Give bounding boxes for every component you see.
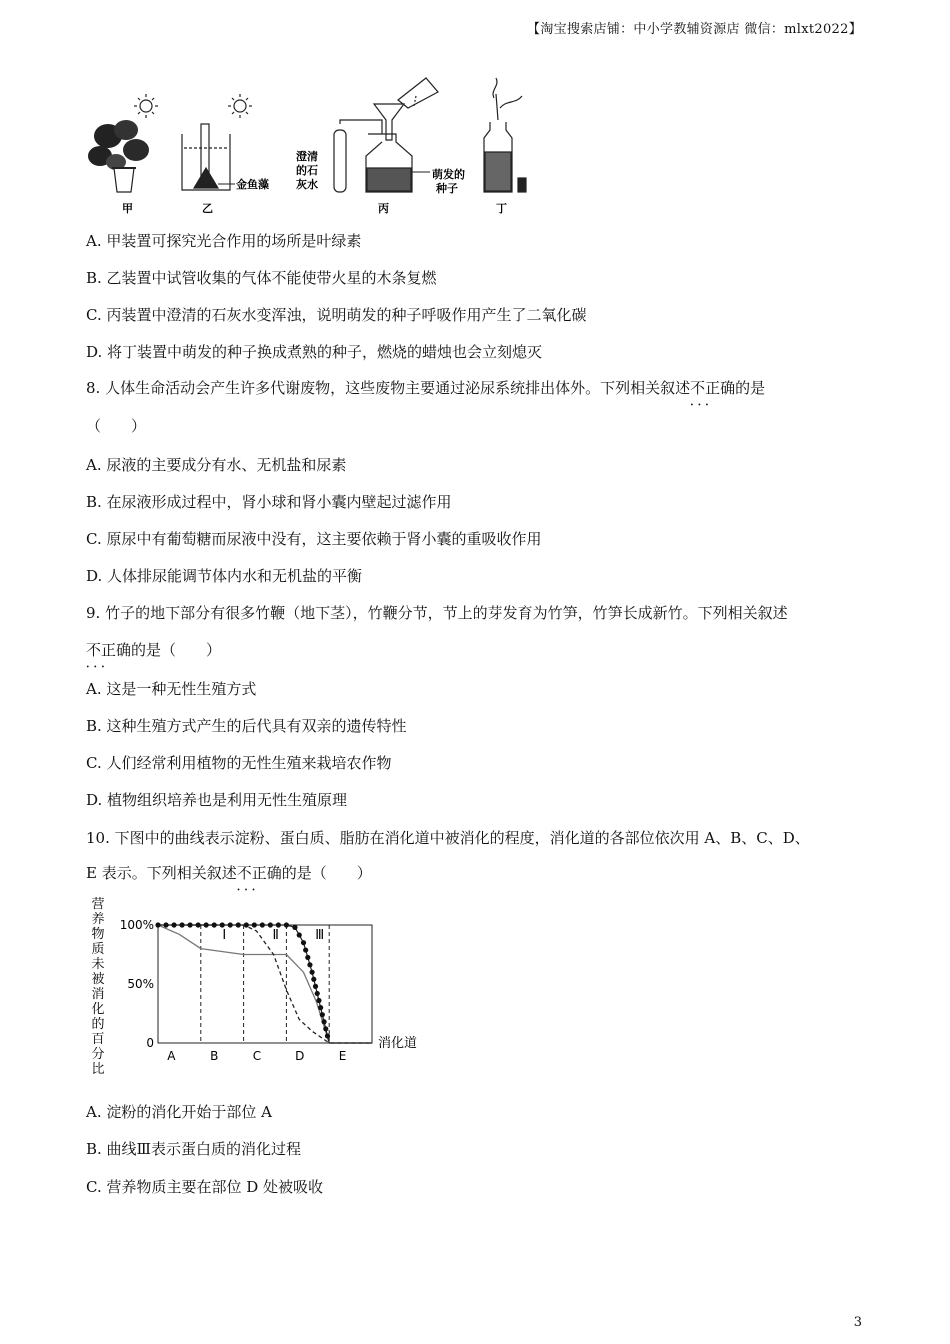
x-category-label: C [252,1049,262,1063]
q9-stem-line2 [86,640,876,660]
series-3-point [284,922,289,927]
q8-option-b: B. 在尿液形成过程中，肾小球和肾小囊内壁起过滤作用 [86,493,452,511]
x-category-label: E [338,1049,347,1063]
series-3-point [325,1033,330,1038]
q10-option-b: B. 曲线Ⅲ表示蛋白质的消化过程 [86,1140,302,1158]
flask-apparatus [334,78,438,192]
goldfish-weed-label: 金鱼藻 [236,178,269,191]
y-axis-label-char: 营 [91,897,105,912]
y-axis-label-char: 分 [91,1047,105,1062]
series-3-point [268,922,273,927]
q9-option-b: B. 这种生殖方式产生的后代具有双亲的遗传特性 [86,717,407,735]
curve-label: Ⅰ [222,928,227,944]
q8-option-d: D. 人体排尿能调节体内水和无机盐的平衡 [86,567,363,585]
limewater-label-3: 灰水 [296,178,318,191]
y-axis-label-char: 养 [91,912,105,927]
y-axis-label-char: 化 [91,1002,105,1017]
y-axis-label-char: 被 [91,972,105,987]
q10-option-c: C. 营养物质主要在部位 D 处被吸收 [86,1178,324,1196]
q10-stem-line2 [86,863,876,883]
label-jia: 甲 [122,202,133,215]
q8-stem-end: 的是 [735,379,766,397]
experiment-figure [86,64,546,224]
series-3-point [244,922,249,927]
potted-plant-illustration [88,120,149,192]
sun-icon [134,94,158,118]
q9-stem-end: 的是（ ） [131,641,222,659]
series-3-point [292,925,297,930]
q8-answer-paren: （ ） [86,417,147,435]
x-category-label: A [167,1049,176,1063]
series-3-point [220,922,225,927]
series-3-point [323,1026,328,1031]
series-3-point [260,922,265,927]
series-3-point [204,922,209,927]
series-3-point [309,970,314,975]
series-3-point [236,922,241,927]
digestion-chart [86,892,446,1092]
series-3-point [313,984,318,989]
limewater-label-1: 澄清 [296,150,318,163]
series-3-point [179,922,184,927]
limewater-label-2: 的石 [296,164,318,177]
q10-emphasis: 不正确 ••• [237,864,282,882]
q10-stem-text: E 表示。下列相关叙述 [86,864,237,882]
y-axis-label-char: 物 [91,927,105,942]
series-3-point [188,922,193,927]
q8-option-a: A. 尿液的主要成分有水、无机盐和尿素 [86,456,347,474]
page-number: 3 [853,1315,862,1330]
curve-label: Ⅲ [315,928,325,944]
series-3-point [305,955,310,960]
series-3-point [307,962,312,967]
series-3-point [311,977,316,982]
y-axis-label-char: 未 [91,957,105,972]
series-3-point [303,947,308,952]
y-tick-label: 100% [119,918,154,932]
y-axis-label-char: 质 [91,942,105,957]
series-3-point [320,1012,325,1017]
q7-option-c: C. 丙装置中澄清的石灰水变浑浊，说明萌发的种子呼吸作用产生了二氧化碳 [86,306,587,324]
y-axis-label-char: 消 [91,987,105,1002]
q9-stem-line1: 9. 竹子的地下部分有很多竹鞭（地下茎），竹鞭分节，节上的芽发育为竹笋，竹笋长成新竹。下列相关叙述 [86,604,788,622]
seeds-label-2: 种子 [436,182,458,195]
y-axis-label-char: 百 [91,1032,105,1047]
series-3-point [316,998,321,1003]
y-tick-label: 50% [127,977,154,991]
series-3-point [297,932,302,937]
label-yi: 乙 [202,202,213,215]
series-line-2 [158,925,372,1043]
series-3-point [252,922,257,927]
series-3-point [155,922,160,927]
q9-option-a: A. 这是一种无性生殖方式 [86,680,257,698]
series-3-point [196,922,201,927]
q7-option-d: D. 将丁装置中萌发的种子换成煮熟的种子，燃烧的蜡烛也会立刻熄灭 [86,343,543,361]
q7-option-a: A. 甲装置可探究光合作用的场所是叶绿素 [86,232,362,250]
q7-option-b: B. 乙装置中试管收集的气体不能使带火星的木条复燃 [86,269,437,287]
q10-stem-end: 的是（ ） [281,864,372,882]
series-3-point [212,922,217,927]
x-axis-label: 消化道 [378,1036,418,1051]
seed-jar-apparatus [484,78,526,192]
label-bing: 丙 [378,202,389,215]
q8-stem [86,378,876,398]
series-3-point [171,922,176,927]
series-3-point [276,922,281,927]
q8-emphasis: 不正确 ••• [690,379,735,397]
header-note: 【淘宝搜索店铺：中小学教辅资源店 微信：mlxt2022】 [527,22,862,37]
q8-option-c: C. 原尿中有葡萄糖而尿液中没有，这主要依赖于肾小囊的重吸收作用 [86,530,542,548]
q9-option-c: C. 人们经常利用植物的无性生殖来栽培农作物 [86,754,392,772]
q10-option-a: A. 淀粉的消化开始于部位 A [86,1103,272,1121]
y-tick-label: 0 [146,1036,154,1050]
series-3-point [315,991,320,996]
x-category-label: B [210,1049,219,1063]
series-3-point [318,1005,323,1010]
series-3-point [321,1019,326,1024]
q10-stem-line1: 10. 下图中的曲线表示淀粉、蛋白质、脂肪在消化道中被消化的程度，消化道的各部位依次用 A、B、C、D、 [86,829,810,847]
q8-stem-text: 8. 人体生命活动会产生许多代谢废物，这些废物主要通过泌尿系统排出体外。下列相关叙述 [86,379,691,397]
y-axis-label-char: 的 [91,1017,105,1032]
series-3-point [163,922,168,927]
beaker-apparatus [182,124,230,190]
q9-option-d: D. 植物组织培养也是利用无性生殖原理 [86,791,348,809]
series-3-point [228,922,233,927]
curve-label: Ⅱ [272,928,279,944]
series-3-point [301,940,306,945]
y-axis-label-char: 比 [91,1062,105,1077]
sun-icon [228,94,252,118]
q9-emphasis: 不正确 ••• [86,641,131,659]
seeds-label-1: 萌发的 [432,168,465,181]
y-axis-label [91,897,104,1077]
x-category-label: D [295,1049,305,1063]
label-ding: 丁 [496,202,507,215]
